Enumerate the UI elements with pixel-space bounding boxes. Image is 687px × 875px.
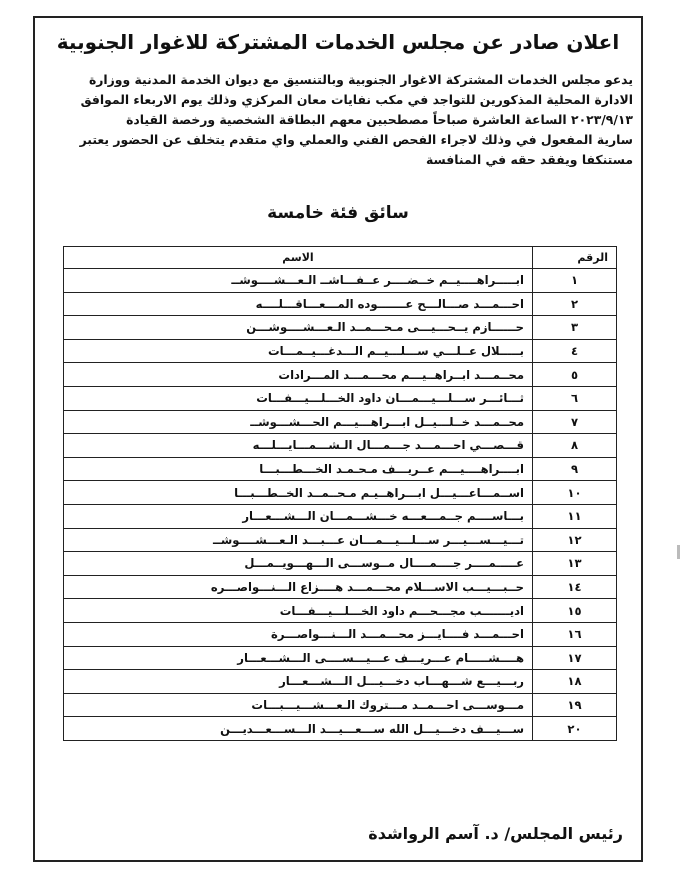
- table-row: [64, 646, 617, 670]
- table-header-row: [64, 247, 617, 269]
- row-number: ٤: [533, 339, 617, 363]
- table-row: [64, 339, 617, 363]
- body-line: يدعو مجلس الخدمات المشتركة الاغوار الجنوبية وبالتنسيق مع ديوان الخدمة المدنية ووزارة: [88, 72, 633, 87]
- announcement-body: [49, 70, 633, 170]
- table-row: [64, 670, 617, 694]
- name-column-header: الاسم: [64, 247, 533, 269]
- row-name: محــمـــد خــلـــيــل ابـــراهـــيـــم الحـــشـــوشــ: [64, 410, 533, 434]
- row-number: ١١: [533, 504, 617, 528]
- row-number: ٨: [533, 434, 617, 458]
- row-name: بـــاســــم جــمـــعـــه خـــشـــمـــان الـــشـــعـــار: [64, 504, 533, 528]
- section-subtitle: سائق فئة خامسة: [267, 203, 409, 223]
- row-name: محــمـــد ابــراهــيـــم محـــمـــد المـــرادات: [64, 363, 533, 387]
- table-row: [64, 363, 617, 387]
- row-number: ١٨: [533, 670, 617, 694]
- scan-mark: [677, 545, 680, 559]
- row-number: ١٦: [533, 622, 617, 646]
- table-row: [64, 410, 617, 434]
- row-name: هــــشـــــام عـــريـــف عـــيـــســــى الـــشـــعـــار: [64, 646, 533, 670]
- row-name: ســـيـــف دخـــيـــل الله ســـعـــيـــد الـــســـعـــديـــن: [64, 717, 533, 741]
- announcement-title: اعلان صادر عن مجلس الخدمات المشتركة للاغوار الجنوبية: [56, 30, 620, 54]
- row-name: احـــمـــد صـــالـــح عـــــــوده المـــعـــاقـــلــــه: [64, 292, 533, 316]
- row-number: ١٢: [533, 528, 617, 552]
- body-line: مستنكفا ويفقد حقه في المنافسة: [426, 152, 633, 167]
- row-name: بـــــلال عــلـــي ســـلـــيــم الـــدغـــيــمـــات: [64, 339, 533, 363]
- table-row: [64, 316, 617, 340]
- table-row: [64, 504, 617, 528]
- candidates-table: [63, 246, 617, 741]
- table-row: [64, 622, 617, 646]
- table-row: [64, 434, 617, 458]
- table-row: [64, 481, 617, 505]
- row-name: حــبـــيـــب الاســـلام محـــمـــد هــــزاع الـــنـــواصـــره: [64, 575, 533, 599]
- row-number: ٧: [533, 410, 617, 434]
- row-number: ١٣: [533, 552, 617, 576]
- row-number: ١٧: [533, 646, 617, 670]
- row-number: ١٥: [533, 599, 617, 623]
- row-name: اســمـــاعـــيـــل ابـــراهــيـم مـحــمــد الخــطـــبـــا: [64, 481, 533, 505]
- row-name: مـــوســـى احـــمــد مـــتروك الـعـــشـــيـــبـــات: [64, 693, 533, 717]
- row-name: تـــيـــســـيـــر ســـلـــيـــمـــان عـــبـــد الـعـــشــــوشــ: [64, 528, 533, 552]
- row-number: ١٩: [533, 693, 617, 717]
- number-column-header: الرقم: [533, 247, 617, 269]
- table-row: [64, 269, 617, 293]
- row-number: ١: [533, 269, 617, 293]
- table-row: [64, 457, 617, 481]
- row-name: ثـــائـــر ســـلـــيـــمـــان داود الخـــلـــيـــفـــات: [64, 386, 533, 410]
- row-number: ٥: [533, 363, 617, 387]
- announcement-frame: [33, 16, 643, 862]
- row-name: ربـــيـــع شـــهـــاب دخـــيـــل الـــشـــعـــار: [64, 670, 533, 694]
- table-row: [64, 386, 617, 410]
- body-line: الادارة المحلية المذكورين للتواجد في مكب نفايات معان المركزي وذلك يوم الاربعاء الموافق: [80, 92, 633, 107]
- row-name: عـــــمــــر جــــمــــال مــوســـى الـــهـــويــمـــل: [64, 552, 533, 576]
- row-name: حــــــازم يــحـــيـــى مـحـــمــد الـعـــشــــوشـــن: [64, 316, 533, 340]
- row-number: ٢٠: [533, 717, 617, 741]
- body-line: سارية المفعول في وذلك لاجراء الفحص الفني والعملي واي متقدم يتخلف عن الحضور يعتبر: [79, 132, 633, 147]
- signature-line: رئيس المجلس/ د. آسم الرواشدة: [368, 824, 623, 843]
- row-name: احـــمـــد فــــايـــز محـــمـــد الـــنـــواصـــرة: [64, 622, 533, 646]
- table-row: [64, 292, 617, 316]
- row-name: ابـــــراهــــيــم خــضــــر عــفـــاشــ الـعـــشــــوشــ: [64, 269, 533, 293]
- row-number: ٣: [533, 316, 617, 340]
- body-line: ٢٠٢٣/٩/١٣ الساعة العاشرة صباحاً مصطحبين معهم البطاقة الشخصية ورخصة القيادة: [126, 112, 633, 127]
- table-row: [64, 599, 617, 623]
- row-number: ١٤: [533, 575, 617, 599]
- row-number: ٦: [533, 386, 617, 410]
- row-number: ٩: [533, 457, 617, 481]
- table-row: [64, 552, 617, 576]
- row-number: ٢: [533, 292, 617, 316]
- row-name: قـــصـــي احـــمـــد جـــمـــال الـشـــمـــايـــلـــه: [64, 434, 533, 458]
- row-name: اديـــــــب مجـــحـــم داود الخـــلـــيـــفـــات: [64, 599, 533, 623]
- table-row: [64, 575, 617, 599]
- table-row: [64, 528, 617, 552]
- row-name: ابــــراهــــيـــم عــريـــف مـحـمـد الخـــطـــبـــا: [64, 457, 533, 481]
- row-number: ١٠: [533, 481, 617, 505]
- table-row: [64, 693, 617, 717]
- table-row: [64, 717, 617, 741]
